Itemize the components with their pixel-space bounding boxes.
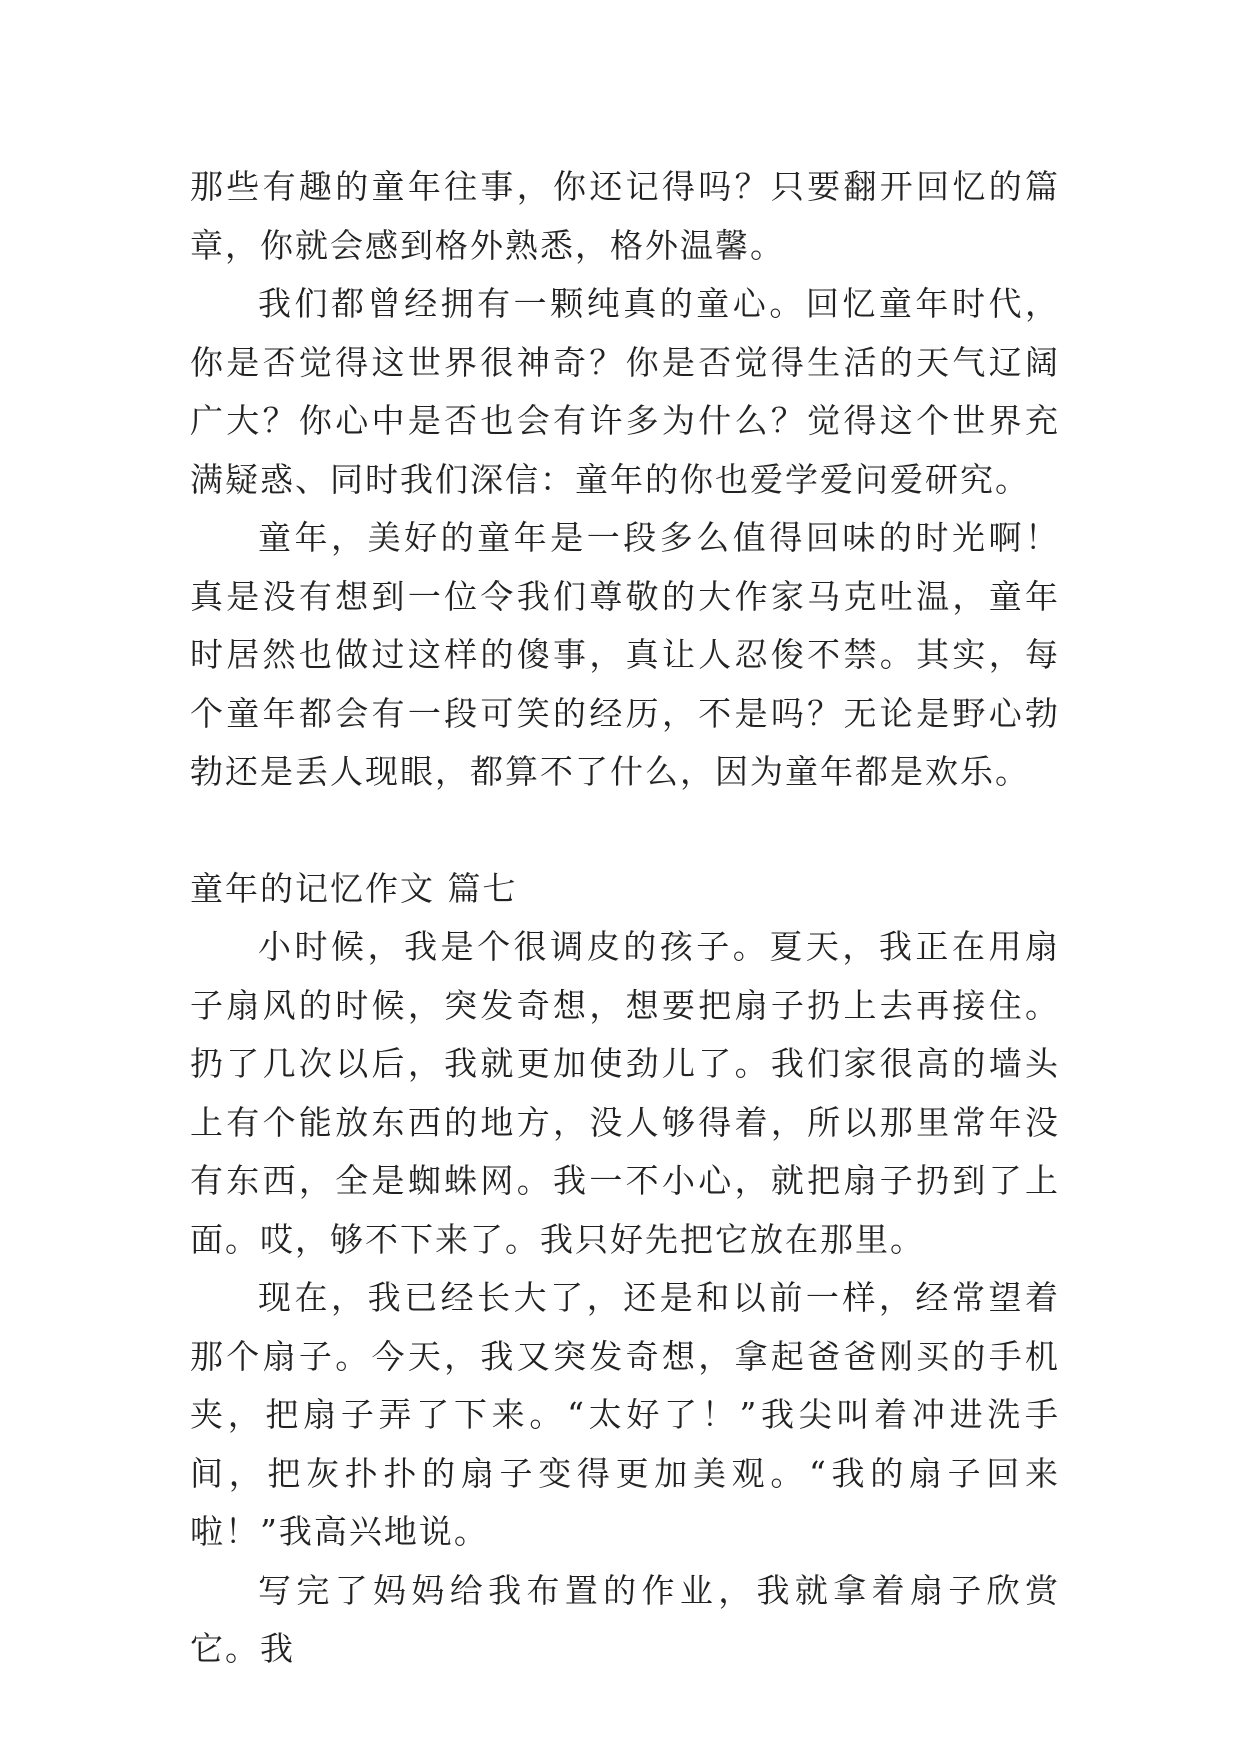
paragraph-homework: 写完了妈妈给我布置的作业，我就拿着扇子欣赏它。我 xyxy=(190,1570,1060,1668)
paragraph-intro: 那些有趣的童年往事，你还记得吗？只要翻开回忆的篇章，你就会感到格外熟悉，格外温馨。 xyxy=(190,167,1060,265)
paragraph-beautiful-childhood: 童年，美好的童年是一段多么值得回味的时光啊！真是没有想到一位令我们尊敬的大作家马克吐温，童年时居然也做过这样的傻事，真让人忍俊不禁。其实，每个童年都会有一段可笑的经历，不是吗？无论是野心勃勃还是丢人现眼，都算不了什么，因为童年都是欢乐。 xyxy=(190,518,1060,791)
paragraph-fan-retrieved: 现在，我已经长大了，还是和以前一样，经常望着那个扇子。今天，我又突发奇想，拿起爸爸刚买的手机夹，把扇子弄了下来。“太好了！”我尖叫着冲进洗手间，把灰扑扑的扇子变得更加美观。“我的扇子回来啦！”我高兴地说。 xyxy=(190,1278,1060,1551)
paragraph-childlike-heart: 我们都曾经拥有一颗纯真的童心。回忆童年时代，你是否觉得这世界很神奇？你是否觉得生活的天气辽阔广大？你心中是否也会有许多为什么？觉得这个世界充满疑惑、同时我们深信：童年的你也爱学爱问爱研究。 xyxy=(190,284,1060,499)
section-heading: 童年的记忆作文 篇七 xyxy=(190,868,518,908)
document-body xyxy=(190,158,1060,1679)
paragraph-fan-story: 小时候，我是个很调皮的孩子。夏天，我正在用扇子扇风的时候，突发奇想，想要把扇子扔上去再接住。扔了几次以后，我就更加使劲儿了。我们家很高的墙头上有个能放东西的地方，没人够得着，所以那里常年没有东西，全是蜘蛛网。我一不小心，就把扇子扔到了上面。哎，够不下来了。我只好先把它放在那里。 xyxy=(190,927,1060,1259)
